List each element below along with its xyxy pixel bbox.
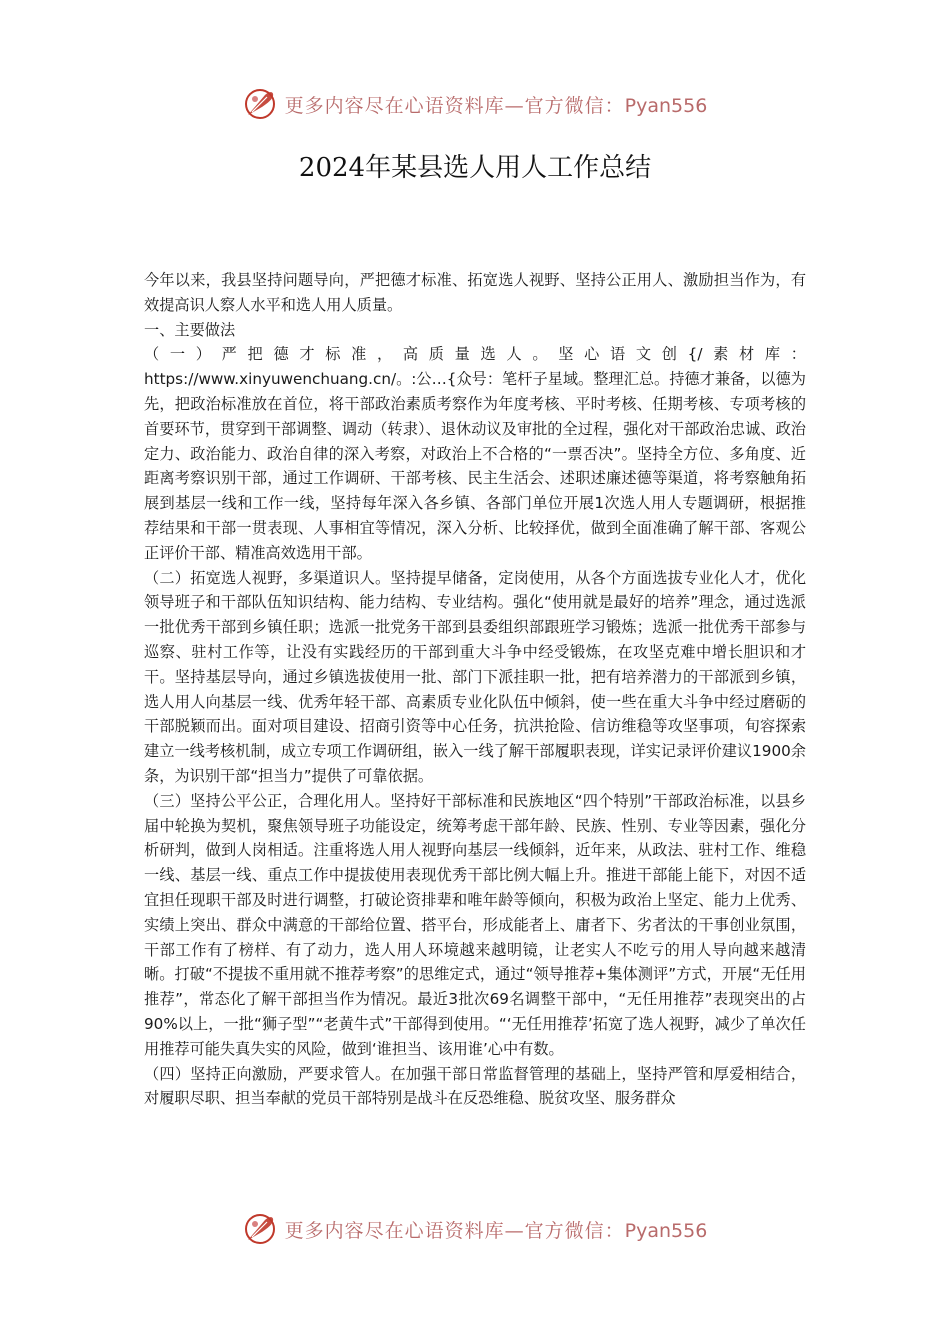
banner-text <box>285 91 708 118</box>
paragraph-part-1: （一）严把德才标准，高质量选人。坚心语文创{/素材库：https://www.xinyuwenchuang.cn/。:公…{众号：笔杆子星域。整理汇总。持德才兼备，以德为先，把政治标准放在首位，将干部政治素质考察作为年度考核、平时考核、任期考核、专项考核的首要环节，贯穿到干部调整、调动（转隶）、退休动议及审批的全过程，强化对干部政治忠诚、政治定力、政治能力、政治自律的深入考察，对政治上不合格的“一票否决”。坚持全方位、多角度、近距离考察识别干部，通过工作调研、干部考核、民主生活会、述职述廉述德等渠道，将考察触角拓展到基层一线和工作一线，坚持每年深入各乡镇、各部门单位开展1次选人用人专题调研，根据推荐结果和干部一贯表现、人事相宜等情况，深入分析、比较择优，做到全面准确了解干部、客观公正评价干部、精准高效选用干部。 <box>144 345 806 562</box>
feather-pen-logo-icon <box>243 87 277 121</box>
banner-label: 更多内容尽在心语资料库—官方微信： <box>284 94 625 117</box>
section-heading-main-practices: 一、主要做法 <box>144 320 236 339</box>
paragraph-part-4: （四）坚持正向激励，严要求管人。在加强干部日常监督管理的基础上，坚持严管和厚爱相结合，对履职尽职、担当奉献的党员干部特别是战斗在反恐维稳、脱贫攻坚、服务群众 <box>144 1064 806 1108</box>
banner-label: 更多内容尽在心语资料库—官方微信： <box>284 1219 625 1242</box>
paragraph-intro: 今年以来，我县坚持问题导向，严把德才标准、拓宽选人视野、坚持公正用人、激励担当作为，有效提高识人察人水平和选人用人质量。 <box>144 271 806 314</box>
document-title: 2024年某县选人用人工作总结 <box>298 153 652 183</box>
banner-wechat-id: Pyan556 <box>624 94 708 117</box>
footer-banner <box>0 1209 950 1249</box>
banner-wechat-id: Pyan556 <box>624 1219 708 1242</box>
feather-pen-logo-icon <box>243 1212 277 1246</box>
document-body <box>144 268 806 1111</box>
paragraph-part-3: （三）坚持公平公正，合理化用人。坚持好干部标准和民族地区“四个特别”干部政治标准，以县乡届中轮换为契机，聚焦领导班子功能设定，统筹考虑干部年龄、民族、性别、专业等因素，强化分析研判，做到人岗相适。注重将选人用人视野向基层一线倾斜，近年来，从政法、驻村工作、维稳一线、基层一线、重点工作中提拔使用表现优秀干部比例大幅上升。推进干部能上能下，对因不适宜担任现职干部及时进行调整，打破论资排辈和唯年龄等倾向，积极为政治上坚定、能力上优秀、实绩上突出、群众中满意的干部给位置、搭平台，形成能者上、庸者下、劣者汰的干事创业氛围，干部工作有了榜样、有了动力，选人用人环境越来越明镜，让老实人不吃亏的用人导向越来越清晰。打破“不提拔不重用就不推荐考察”的思维定式，通过“领导推荐+集体测评”方式，开展“无任用推荐”，常态化了解干部担当作为情况。最近3批次69名调整干部中，“无任用推荐”表现突出的占90%以上，一批“狮子型”“老黄牛式”干部得到使用。“‘无任用推荐’拓宽了选人视野，减少了单次任用推荐可能失真失实的风险，做到‘谁担当、该用谁’心中有数。 <box>144 791 806 1058</box>
banner-text <box>285 1216 708 1243</box>
paragraph-part-2: （二）拓宽选人视野，多渠道识人。坚持提早储备，定岗使用，从各个方面选拔专业化人才，优化领导班子和干部队伍知识结构、能力结构、专业结构。强化“使用就是最好的培养”理念，通过选派一批优秀干部到乡镇任职；选派一批党务干部到县委组织部跟班学习锻炼；选派一批优秀干部参与巡察、驻村工作等，让没有实践经历的干部到重大斗争中经受锻炼，在攻坚克难中增长胆识和才干。坚持基层导向，通过乡镇选拔使用一批、部门下派挂职一批，把有培养潜力的干部派到乡镇，选人用人向基层一线、优秀年轻干部、高素质专业化队伍中倾斜，使一些在重大斗争中经过磨砺的干部脱颖而出。面对项目建设、招商引资等中心任务，抗洪抢险、信访维稳等攻坚事项，旬容探索建立一线考核机制，成立专项工作调研组，嵌入一线了解干部履职表现，详实记录评价建议1900余条，为识别干部“担当力”提供了可靠依据。 <box>144 568 806 785</box>
header-banner <box>0 84 950 124</box>
